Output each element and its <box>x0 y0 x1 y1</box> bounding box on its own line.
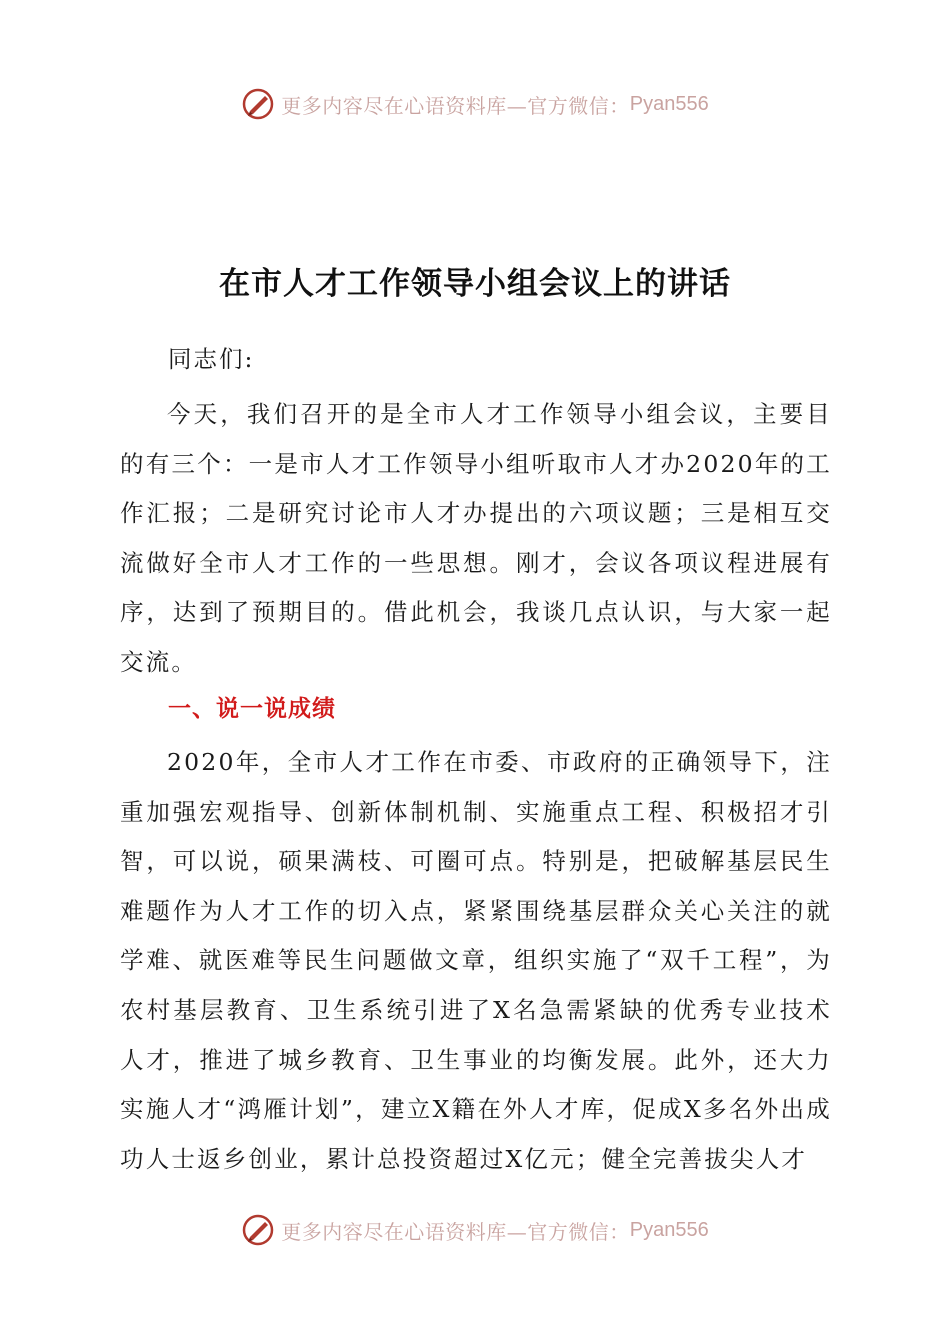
paragraph-achievements-text: 2020年，全市人才工作在市委、市政府的正确领导下，注重加强宏观指导、创新体制机制、实施重点工程、积极招才引智，可以说，硕果满枝、可圈可点。特别是，把破解基层民生难题作为人才工作的切入点，紧紧围绕基层群众关心关注的就学难、就医难等民生问题做文章，组织实施了“双千工程”，为农村基层教育、卫生系统引进了X名急需紧缺的优秀专业技术人才，推进了城乡教育、卫生事业的均衡发展。此外，还大力实施人才“鸿雁计划”，建立X籍在外人才库，促成X多名外出成功人士返乡创业，累计总投资超过X亿元；健全完善拔尖人才 <box>120 748 832 1173</box>
watermark-text: 更多内容尽在心语资料库—官方微信： <box>281 1219 630 1244</box>
watermark-text: 更多内容尽在心语资料库—官方微信： <box>281 93 630 118</box>
watermark-footer <box>0 1210 950 1250</box>
paragraph-intro <box>120 390 832 688</box>
section-heading-1: 一、说一说成绩 <box>168 696 336 722</box>
pen-logo-icon <box>241 87 275 121</box>
document-title: 在市人才工作领导小组会议上的讲话 <box>219 266 731 302</box>
pen-logo-icon <box>241 1213 275 1247</box>
salutation: 同志们: <box>168 345 255 373</box>
paragraph-achievements <box>120 738 832 1188</box>
paragraph-intro-text: 今天，我们召开的是全市人才工作领导小组会议，主要目的有三个：一是市人才工作领导小组听取市人才办2020年的工作汇报；二是研究讨论市人才办提出的六项议题；三是相互交流做好全市人才工作的一些思想。刚才，会议各项议程进展有序，达到了预期目的。借此机会，我谈几点认识，与大家一起交流。 <box>120 400 832 676</box>
watermark-header <box>0 84 950 124</box>
watermark-wechat-id: Pyan556 <box>629 1218 709 1241</box>
watermark-wechat-id: Pyan556 <box>629 92 709 115</box>
